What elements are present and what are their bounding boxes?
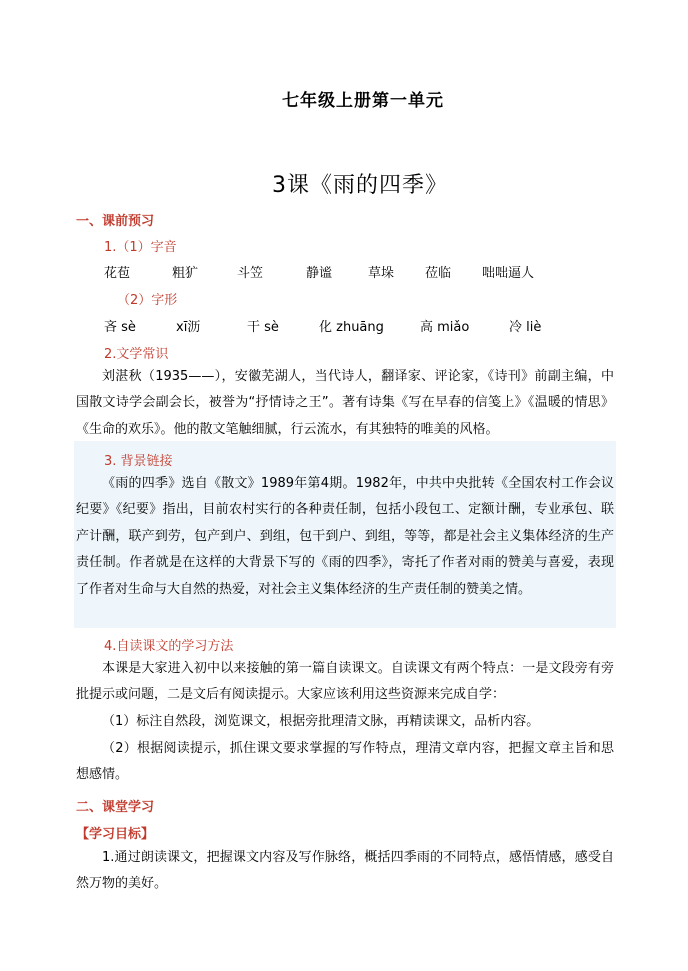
- list-item: 化 zhuāng: [319, 320, 384, 335]
- list-item: 咄咄逼人: [482, 266, 535, 281]
- list-item: xī沥: [176, 320, 201, 335]
- background-paragraph: 《雨的四季》选自《散文》1989年第4期。1982年，中共中央批转《全国农村工作会议纪要》《纪要》指出，目前农村实行的各种责任制，包括小段包工、定额计酬，专业承包、联产计酬，联产到劳，包产到户、到组，包干到户、到组，等等，都是社会主义集体经济的生产责任制。作者就是在这样的大背景下写的《雨的四季》，寄托了作者对雨的赞美与喜爱，表现了作者对生命与大自然的热爱，对社会主义集体经济的生产责任制的赞美之情。: [76, 476, 614, 597]
- item-glyph-heading: （2）字形: [117, 293, 178, 308]
- list-item: 静谧: [306, 266, 333, 281]
- list-item: 莅临: [425, 266, 452, 281]
- list-item: 吝 sè: [104, 320, 136, 335]
- list-item: 花苞: [104, 266, 131, 281]
- item-background-heading: 3. 背景链接: [104, 454, 173, 469]
- list-item: 斗笠: [237, 266, 264, 281]
- item-method-heading: 4.自读课文的学习方法: [104, 639, 234, 654]
- list-item: 草垛: [368, 266, 395, 281]
- unit-title: 七年级上册第一单元: [282, 91, 444, 111]
- item-literary-heading: 2.文学常识: [104, 347, 169, 362]
- learning-goals-label: 【学习目标】: [76, 827, 155, 842]
- list-item: 粗犷: [172, 266, 199, 281]
- method-step-2: （2）根据阅读提示，抓住课文要求掌握的写作特点，理清文章内容，把握文章主旨和思想感情。: [76, 741, 614, 783]
- author-paragraph: 刘湛秋（1935——），安徽芜湖人，当代诗人，翻译家、评论家，《诗刊》前副主编，中国散文诗学会副会长，被誉为“抒情诗之王”。著有诗集《写在早春的信笺上》《温暖的情思》《生命的欢乐》。他的散文笔触细腻，行云流水，有其独特的唯美的风格。: [76, 369, 614, 437]
- method-step-1: （1）标注自然段，浏览课文，根据旁批理清文脉，再精读课文，品析内容。: [102, 714, 540, 729]
- method-intro-paragraph: 本课是大家进入初中以来接触的第一篇自读课文。自读课文有两个特点：一是文段旁有旁批提示或问题，二是文后有阅读提示。大家应该利用这些资源来完成自学：: [76, 661, 614, 703]
- learning-goal-1: 1.通过朗读课文，把握课文内容及写作脉络，概括四季雨的不同特点，感悟情感，感受自然万物的美好。: [76, 850, 614, 892]
- list-item: 冷 liè: [509, 320, 542, 335]
- section-heading-class: 二、课堂学习: [76, 800, 155, 815]
- item-pronunciation-heading: 1.（1）字音: [104, 240, 177, 255]
- section-heading-preview: 一、课前预习: [76, 214, 155, 229]
- list-item: 干 sè: [247, 320, 279, 335]
- lesson-title: 3课《雨的四季》: [272, 173, 448, 198]
- list-item: 高 miǎo: [420, 320, 470, 335]
